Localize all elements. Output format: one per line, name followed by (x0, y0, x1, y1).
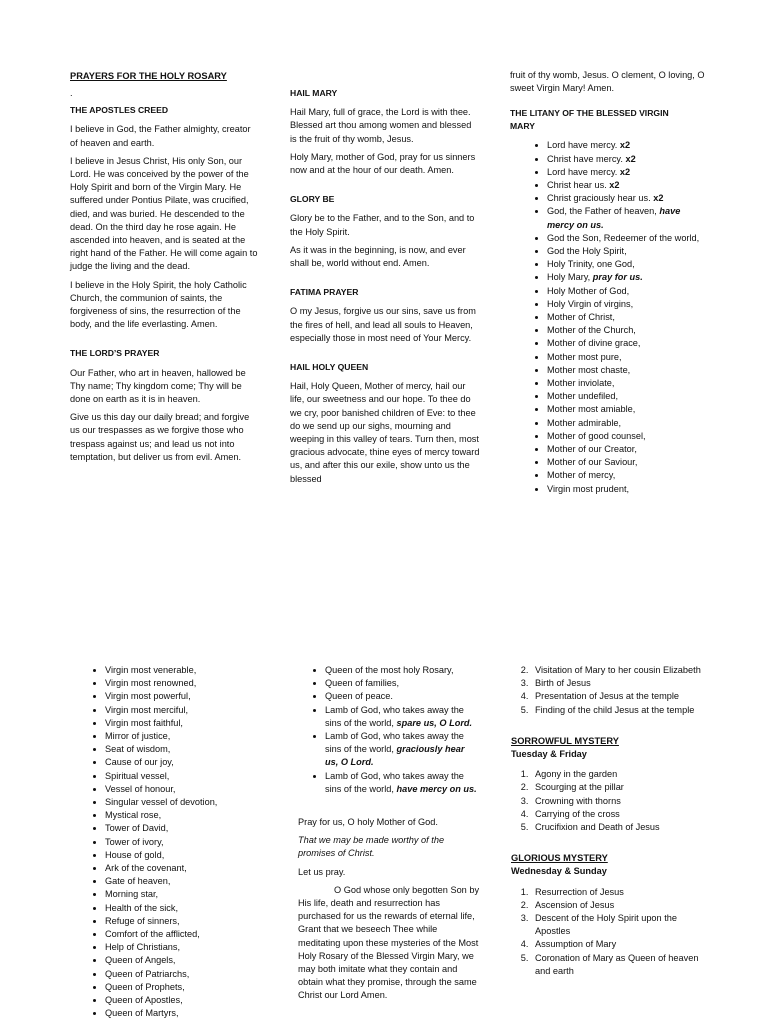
list-item: • Lamb of God, who takes away the sins of the world, spare us, O Lord. (325, 704, 480, 730)
stray-dot: . (70, 88, 73, 99)
list-item: 3. Crowning with thorns (531, 795, 704, 808)
list-item: • Mother undefiled, (547, 390, 705, 403)
glorious-mystery-list (504, 886, 704, 978)
list-item: • Queen of peace. (325, 690, 480, 703)
list-item: • Mother of divine grace, (547, 337, 705, 350)
list-item: 2. Visitation of Mary to her cousin Elizabeth (531, 664, 704, 677)
list-item: • Mother most amiable, (547, 403, 705, 416)
litany-list-bottom-middle (298, 664, 480, 796)
list-item: • Mother of good counsel, (547, 430, 705, 443)
apostles-creed-paragraph: I believe in Jesus Christ, His only Son, our Lord. He was conceived by the power of the Holy Spirit and born of the Virgin Mary. He suffered under Pontius Pilate, was crucified, died, and was buried. He descended to the dead. On the third day he rose again. He ascended into heaven, and is seated at the right hand of the Father. He will come again to judge the living and the dead. (70, 155, 258, 272)
fatima-prayer-heading: FATIMA PRAYER (290, 287, 359, 298)
list-item: 4. Carrying of the cross (531, 808, 704, 821)
litany-heading: THE LITANY OF THE BLESSED VIRGIN MARY (510, 108, 669, 132)
list-item: • Mother of mercy, (547, 469, 705, 482)
list-item: • Virgin most venerable, (105, 664, 268, 677)
list-item: • Gate of heaven, (105, 875, 268, 888)
list-item: • Mother of our Creator, (547, 443, 705, 456)
apostles-creed-paragraph: I believe in God, the Father almighty, creator of heaven and earth. (70, 124, 251, 148)
column-top-right (510, 69, 705, 496)
sorrowful-mystery-days: Tuesday & Friday (511, 749, 587, 760)
closing-prayer: O God whose only begotten Son by His life, death and resurrection has purchased for us the rewards of eternal life, Grant that we beseech Thee while meditating upon these mysteries of the Most Holy Rosary of the Blessed Virgin Mary, we may both imitate what they contain and obtain what they promise, through the same Christ our Lord Amen. (298, 884, 480, 1001)
list-item: • Queen of families, (325, 677, 480, 690)
list-item: • Mother most chaste, (547, 364, 705, 377)
list-item: • Virgin most prudent, (547, 483, 705, 496)
list-item: • Virgin most renowned, (105, 677, 268, 690)
column-top-middle (290, 87, 480, 491)
glory-be-paragraph: Glory be to the Father, and to the Son, and to the Holy Spirit. (290, 213, 475, 237)
list-item: • Cause of our joy, (105, 756, 268, 769)
list-item: • Singular vessel of devotion, (105, 796, 268, 809)
list-item: 2. Scourging at the pillar (531, 781, 704, 794)
sorrowful-mystery-heading: SORROWFUL MYSTERY (511, 735, 619, 746)
glorious-mystery-heading: GLORIOUS MYSTERY (511, 853, 608, 864)
list-item: • Mother of Christ, (547, 311, 705, 324)
column-bottom-middle (298, 664, 480, 1003)
list-item: • Holy Trinity, one God, (547, 258, 705, 271)
hail-mary-paragraph: Holy Mary, mother of God, pray for us sinners now and at the hour of our death. Amen. (290, 151, 476, 176)
list-item: 1. Resurrection of Jesus (531, 886, 704, 899)
list-item: • Mirror of justice, (105, 730, 268, 743)
sorrowful-mystery-list (504, 768, 704, 834)
list-item: • God the Son, Redeemer of the world, (547, 232, 705, 245)
list-item: • Holy Virgin of virgins, (547, 298, 705, 311)
page-title: PRAYERS FOR THE HOLY ROSARY (70, 71, 227, 81)
list-item: • Christ hear us. x2 (547, 179, 705, 192)
list-item: • Vessel of honour, (105, 783, 268, 796)
list-item: 5. Finding of the child Jesus at the temple (531, 704, 704, 717)
glory-be-paragraph: As it was in the beginning, is now, and ever shall be, world without end. Amen. (290, 244, 466, 269)
list-item: • Tower of ivory, (105, 836, 268, 849)
list-item: • Holy Mother of God, (547, 285, 705, 298)
list-item: 1. Agony in the garden (531, 768, 704, 781)
list-item: • Christ have mercy. x2 (547, 153, 705, 166)
litany-list-top (510, 139, 705, 495)
apostles-creed-heading: THE APOSTLES CREED (70, 105, 169, 116)
list-item: 5. Coronation of Mary as Queen of heaven and earth (531, 952, 704, 978)
list-item: • Queen of Apostles, (105, 994, 268, 1007)
list-item: • Holy Mary, pray for us. (547, 271, 705, 284)
list-item: 3. Birth of Jesus (531, 677, 704, 690)
apostles-creed-paragraph: I believe in the Holy Spirit, the holy Catholic Church, the communion of saints, the forgiveness of sins, the resurrection of the body, and the life everlasting. Amen. (70, 279, 247, 330)
list-item: • Comfort of the afflicted, (105, 928, 268, 941)
list-item: • Lamb of God, who takes away the sins of the world, graciously hear us, O Lord. (325, 730, 480, 770)
list-item: • Virgin most powerful, (105, 690, 268, 703)
list-item: 5. Crucifixion and Death of Jesus (531, 821, 704, 834)
column-bottom-left (78, 664, 268, 1020)
hail-mary-heading: HAIL MARY (290, 88, 338, 98)
list-item: • Christ graciously hear us. x2 (547, 192, 705, 205)
list-item: • Queen of Prophets, (105, 981, 268, 994)
list-item: 2. Ascension of Jesus (531, 899, 704, 912)
list-item: • God the Holy Spirit, (547, 245, 705, 258)
lords-prayer-heading: THE LORD’S PRAYER (70, 348, 160, 359)
closing-response: That we may be made worthy of the promises of Christ. (298, 835, 445, 859)
list-item: • Seat of wisdom, (105, 743, 268, 756)
lords-prayer-paragraph: Our Father, who art in heaven, hallowed be Thy name; Thy kingdom come; Thy will be done on earth as it is in heaven. (70, 367, 246, 405)
litany-list-bottom-left (78, 664, 268, 1020)
list-item: • Queen of Martyrs, (105, 1007, 268, 1020)
list-item: • Queen of the most holy Rosary, (325, 664, 480, 677)
closing-pray-for-us: Pray for us, O holy Mother of God. (298, 817, 438, 828)
list-item: • Mystical rose, (105, 809, 268, 822)
fatima-prayer-paragraph: O my Jesus, forgive us our sins, save us from the fires of hell, and lead all souls to Heaven, especially those in most need of Your Mercy. (290, 306, 476, 343)
list-item: • Spiritual vessel, (105, 770, 268, 783)
list-item: • Ark of the covenant, (105, 862, 268, 875)
list-item: • Health of the sick, (105, 902, 268, 915)
glory-be-heading: GLORY BE (290, 194, 335, 205)
list-item: • Mother most pure, (547, 351, 705, 364)
hail-mary-paragraph: Hail Mary, full of grace, the Lord is with thee. Blessed art thou among women and blessed is the fruit of thy womb, Jesus. (290, 107, 472, 144)
column-bottom-right (504, 664, 704, 978)
list-item: • Virgin most faithful, (105, 717, 268, 730)
list-item: • Mother admirable, (547, 417, 705, 430)
list-item: • House of gold, (105, 849, 268, 862)
list-item: • Queen of Patriarchs, (105, 968, 268, 981)
hail-holy-queen-paragraph: Hail, Holy Queen, Mother of mercy, hail our life, our sweetness and our hope. To thee do we cry, poor banished children of Eve: to thee do we send up our sighs, mourning and weeping in this valley of tears. Turn then, most gracious advocate, thine eyes of mercy toward us, and after this our exile, show unto us the blessed (290, 381, 480, 484)
list-item: 3. Descent of the Holy Spirit upon the Apostles (531, 912, 704, 938)
list-item: • Mother of our Saviour, (547, 456, 705, 469)
list-item: • Morning star, (105, 888, 268, 901)
hail-holy-queen-continuation: fruit of thy womb, Jesus. O clement, O loving, O sweet Virgin Mary! Amen. (510, 70, 705, 94)
hail-holy-queen-heading: HAIL HOLY QUEEN (290, 362, 369, 373)
list-item: • Mother of the Church, (547, 324, 705, 337)
list-item: • God, the Father of heaven, have mercy on us. (547, 205, 705, 231)
lords-prayer-paragraph: Give us this day our daily bread; and forgive us our trespasses as we forgive those who trespass against us; and lead us not into temptation, but deliver us from evil. Amen. (70, 412, 250, 462)
list-item: • Mother inviolate, (547, 377, 705, 390)
closing-let-us-pray: Let us pray. (298, 866, 346, 877)
joyful-mystery-list (504, 664, 704, 717)
list-item: • Tower of David, (105, 822, 268, 835)
list-item: • Queen of Angels, (105, 954, 268, 967)
list-item: 4. Presentation of Jesus at the temple (531, 690, 704, 703)
column-top-left (70, 70, 258, 469)
list-item: • Lord have mercy. x2 (547, 139, 705, 152)
glorious-mystery-days: Wednesday & Sunday (511, 866, 607, 877)
list-item: • Lamb of God, who takes away the sins of the world, have mercy on us. (325, 770, 480, 796)
list-item: • Help of Christians, (105, 941, 268, 954)
list-item: • Lord have mercy. x2 (547, 166, 705, 179)
list-item: • Virgin most merciful, (105, 704, 268, 717)
list-item: • Refuge of sinners, (105, 915, 268, 928)
list-item: 4. Assumption of Mary (531, 938, 704, 951)
